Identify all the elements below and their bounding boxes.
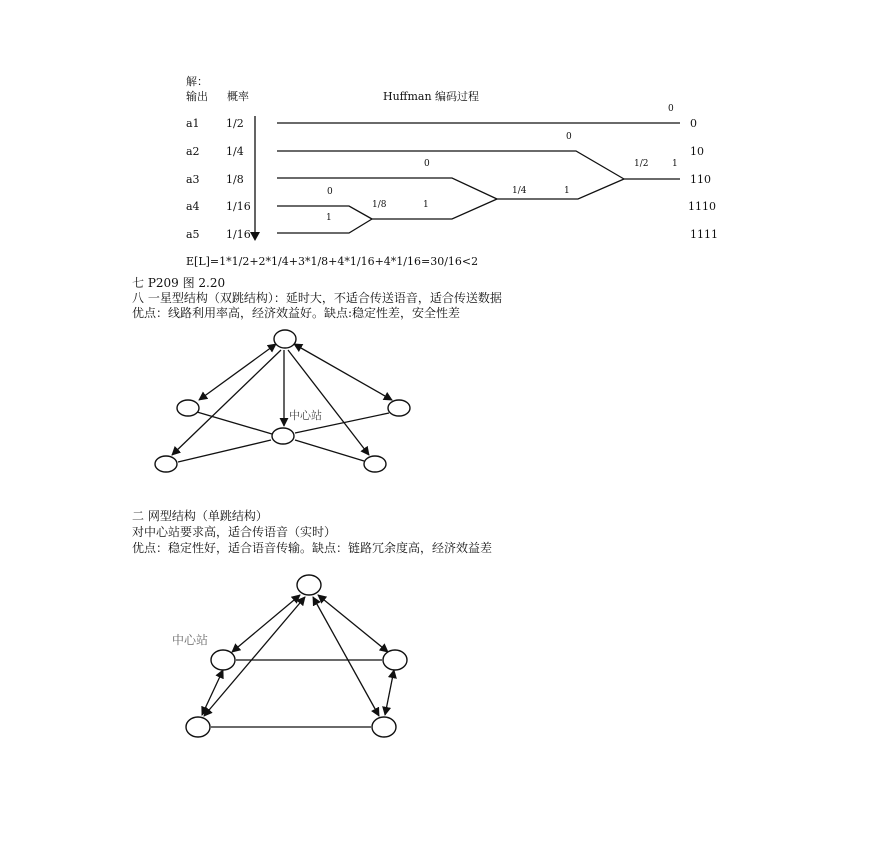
center-station-node	[211, 650, 235, 670]
symbol-prob: 1/16	[226, 200, 251, 213]
station-node	[297, 575, 321, 595]
symbol-name: a3	[186, 173, 200, 186]
link-top-bottom-right	[313, 597, 379, 716]
section-seven-heading: 七 P209 图 2.20	[132, 276, 226, 290]
section-eight-pros-cons: 优点：线路利用率高，经济效益好。缺点:稳定性差，安全性差	[132, 306, 461, 320]
branch-label: 0	[566, 132, 572, 142]
expected-length-formula: E[L]=1*1/2+2*1/4+3*1/8+4*1/16+4*1/16=30/16<2	[186, 255, 479, 268]
symbol-code: 0	[690, 117, 697, 130]
branch-label: 1	[326, 213, 332, 223]
column-header-output: 输出	[186, 90, 208, 103]
symbol-prob: 1/4	[226, 145, 244, 158]
mesh-center-station-label: 中心站	[172, 633, 209, 647]
branch-label: 0	[327, 187, 333, 197]
station-node	[372, 717, 396, 737]
station-node	[383, 650, 407, 670]
merge-prob-label: 1/2	[634, 159, 649, 169]
merge-prob-label: 1/8	[372, 200, 387, 210]
branch-label: 1	[564, 186, 570, 196]
merge-prob-label: 1/4	[512, 186, 527, 196]
section-two-requirement: 对中心站要求高，适合传语音（实时）	[132, 525, 337, 539]
solution-label: 解：	[186, 75, 208, 88]
symbol-name: a2	[186, 145, 200, 158]
branch-label: 0	[668, 104, 674, 114]
symbol-code: 110	[690, 173, 711, 186]
branch-label: 1	[423, 200, 429, 210]
symbol-code: 1110	[688, 200, 716, 213]
huffman-title: Huffman 编码过程	[383, 90, 480, 103]
symbol-name: a5	[186, 228, 200, 241]
symbol-code: 1111	[690, 228, 718, 241]
branch-label: 1	[672, 159, 678, 169]
link-left-bottom-left	[202, 670, 223, 715]
branch-label: 0	[424, 159, 430, 169]
section-eight-heading: 八 一星型结构（双跳结构）：延时大，不适合传送语音，适合传送数据	[132, 291, 502, 305]
column-header-probability: 概率	[227, 90, 249, 103]
section-two-heading: 二 网型结构（单跳结构）	[132, 509, 268, 523]
symbol-prob: 1/8	[226, 173, 244, 186]
symbol-name: a1	[186, 117, 200, 130]
link-right-bottom-right	[385, 670, 394, 715]
section-two-pros-cons: 优点：稳定性好，适合语音传输。缺点：链路冗余度高，经济效益差	[132, 541, 493, 555]
link-top-right	[318, 595, 388, 652]
symbol-prob: 1/2	[226, 117, 244, 130]
symbol-name: a4	[186, 200, 200, 213]
star-center-station-label: 中心站	[289, 409, 322, 422]
station-node	[186, 717, 210, 737]
symbol-prob: 1/16	[226, 228, 251, 241]
symbol-code: 10	[690, 145, 704, 158]
